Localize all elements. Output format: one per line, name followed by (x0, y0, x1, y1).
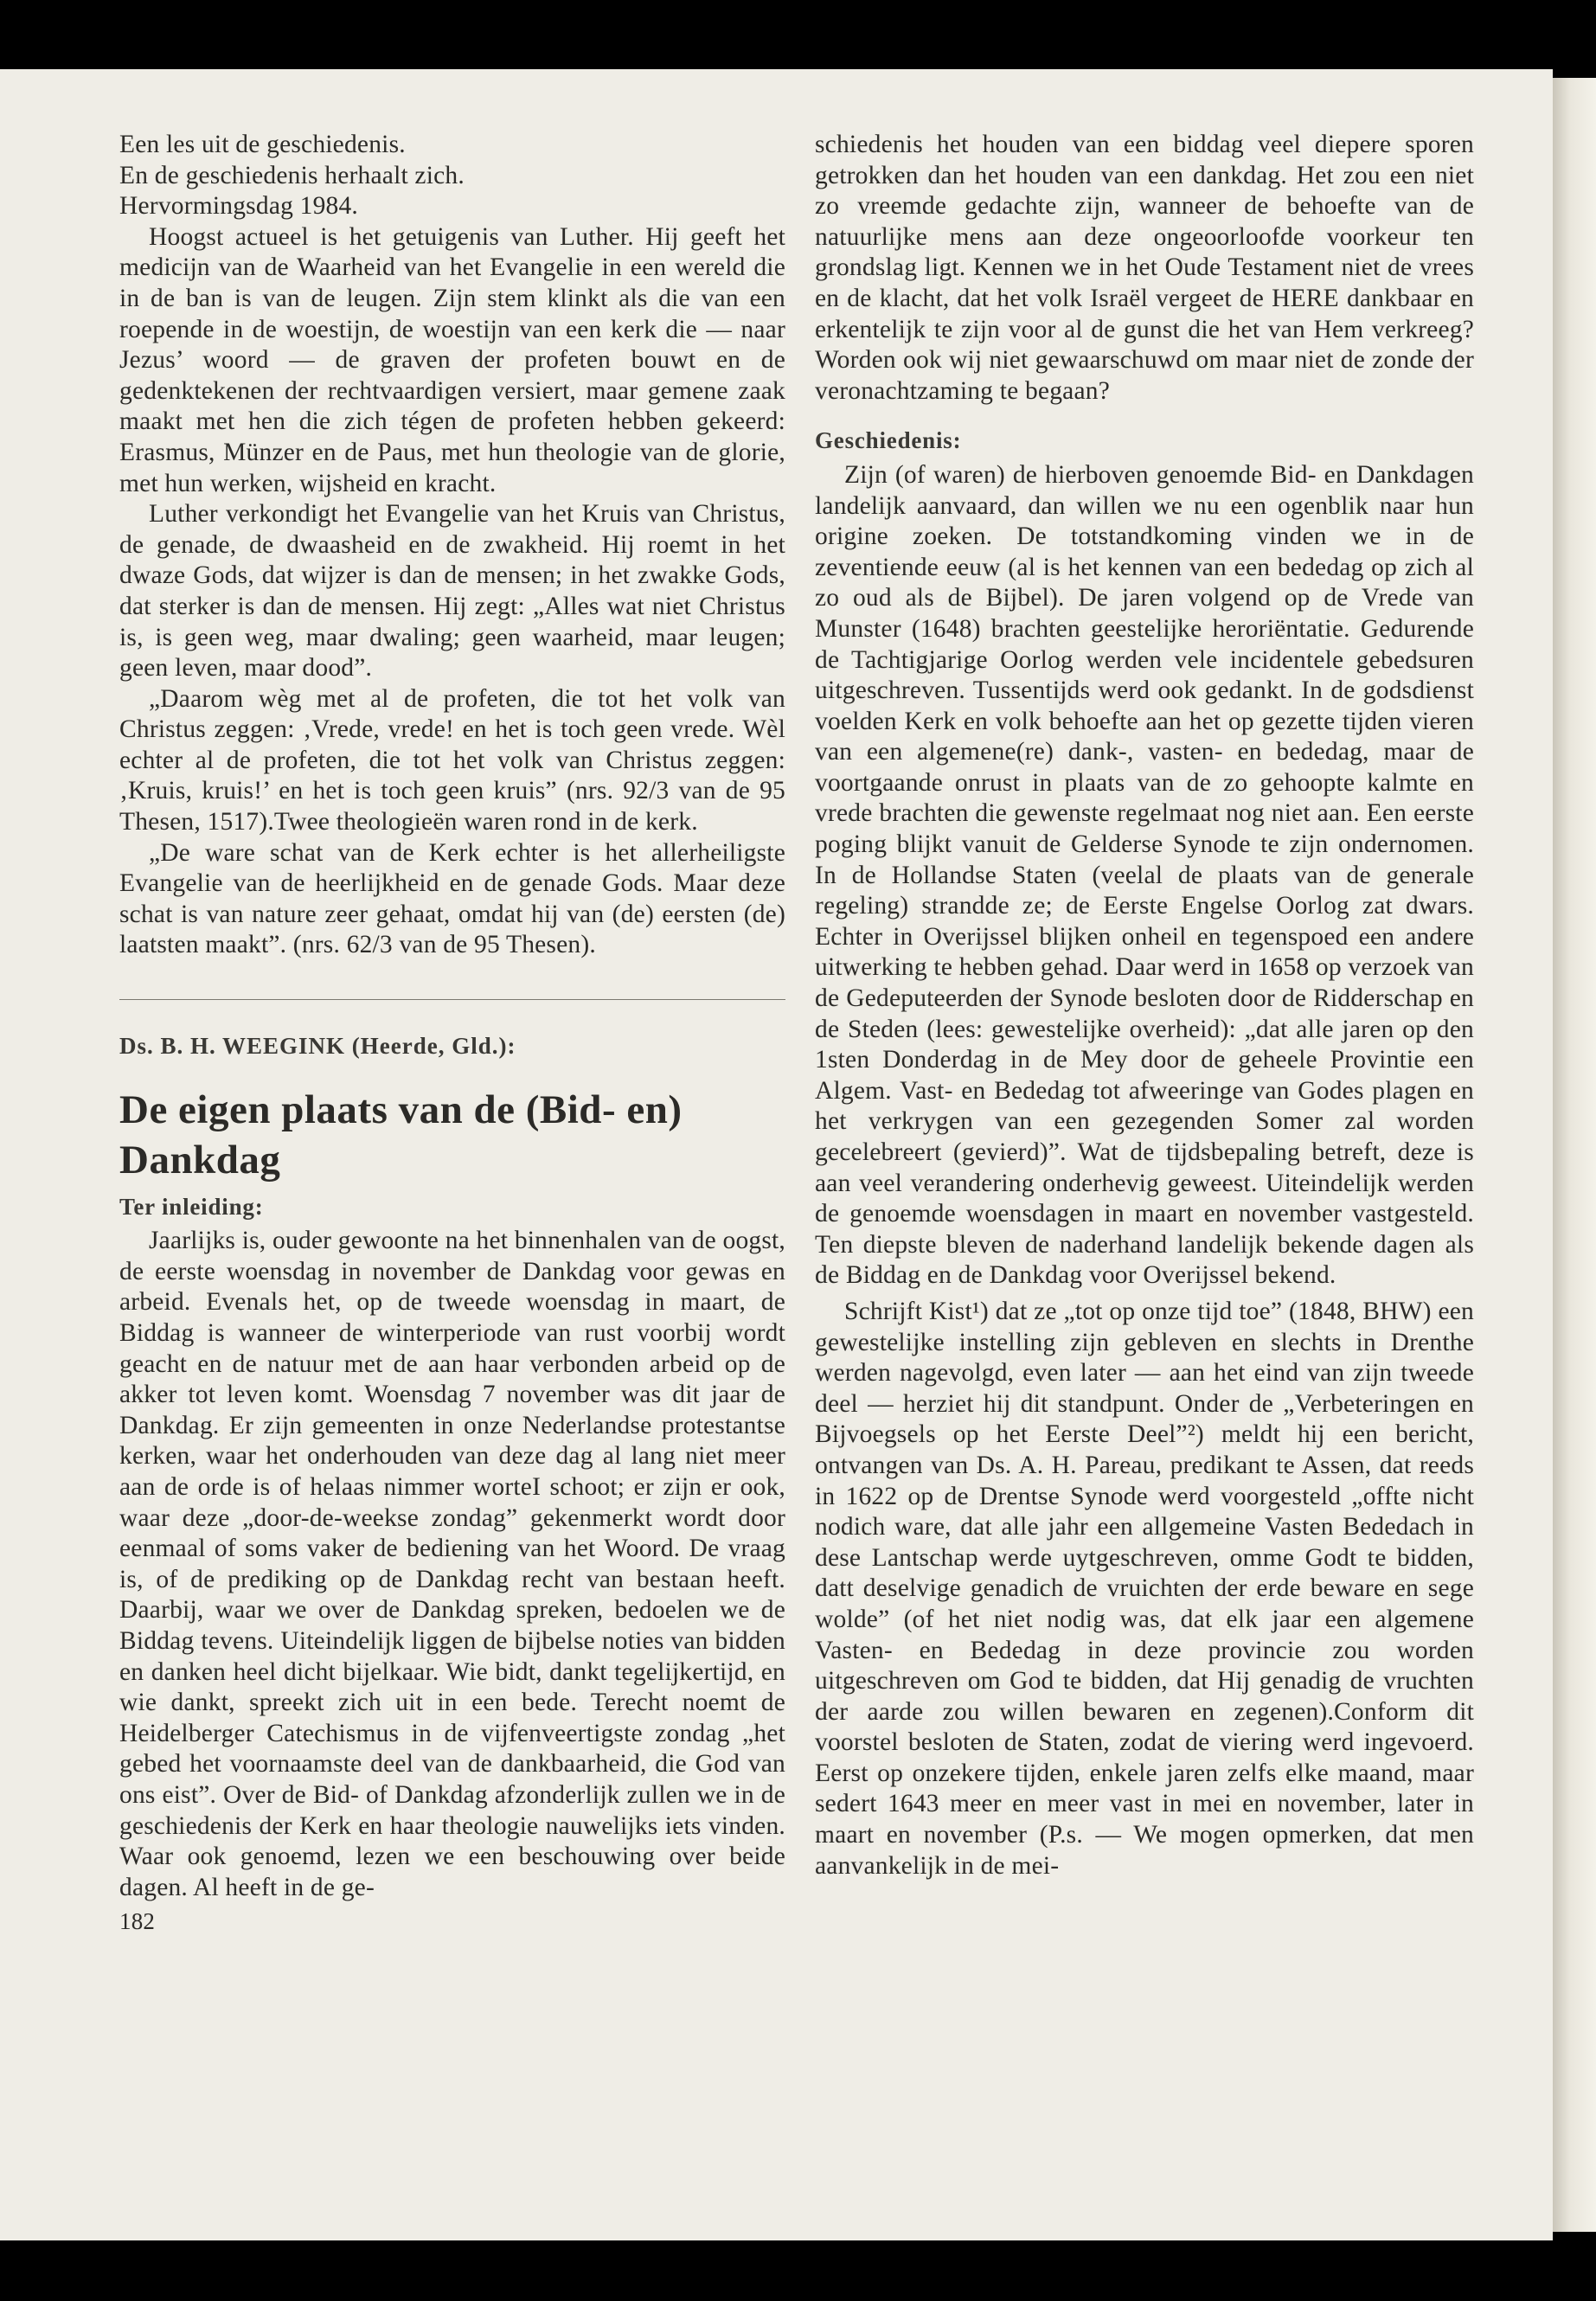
paragraph: Jaarlijks is, ouder gewoonte na het binnenhalen van de oogst, de eerste woensdag in november de Dankdag voor gewas en arbeid. Evenals het, op de tweede woensdag in maart, de Biddag is wanneer de winterperiode van rust voorbij wordt geacht en de natuur met de aan haar verbonden arbeid op de akker tot leven komt. Woensdag 7 november was dit jaar de Dankdag. Er zijn gemeenten in onze Nederlandse protestantse kerken, waar het onderhouden van deze dag al lang niet meer aan de orde is of helaas nimmer worteI schoot; er zijn er ook, waar deze „door-de-weekse zondag” gekenmerkt wordt door eenmaal of soms vaker de bediening van het Woord. De vraag is, of de prediking op de Dankdag recht van bestaan heeft. Daarbij, waar we over de Dankdag spreken, bedoelen we de Biddag tevens. Uiteindelijk liggen de bijbelse noties van bidden en danken heel dicht bijelkaar. Wie bidt, dankt tegelijkertijd, en wie dankt, spreekt zich uit in een bede. Terecht noemt de Heidelberger Catechismus in de vijfenveertigste zondag „het gebed het voornaamste deel van de dankbaarheid, die God van ons eist”. Over de Bid- of Dankdag afzonderlijk zullen we in de geschiedenis der Kerk en haar theologie nauwelijks iets vinden. Waar ook genoemd, lezen we een beschouwing over beide dagen. Al heeft in de ge- (119, 1227, 785, 1901)
history-heading: Geschiedenis: (815, 427, 962, 454)
opening-line: Een les uit de geschiedenis. (119, 131, 406, 158)
paragraph: schiedenis het houden van een biddag veel diepere sporen getrokken dan het houden van een dankdag. Het zou een niet zo vreemde gedachte zijn, wanneer de behoefte van de natuurlijke mens aan deze ongeoorloofde voorkeur ten grondslag ligt. Kennen we in het Oude Testament niet de vrees en de klacht, dat het volk Israël vergeet de HERE dankbaar en erkentelijk te zijn voor al de gunst die het van Hem verkreeg? Worden ook wij niet gewaarschuwd om maar niet de zonde der veronachtzaming te begaan? (815, 131, 1474, 405)
intro-heading: Ter inleiding: (119, 1193, 264, 1220)
author-byline: Ds. B. H. WEEGINK (Heerde, Gld.): (119, 1033, 516, 1060)
paragraph: Schrijft Kist¹) dat ze „tot op onze tijd toe” (1848, BHW) een gewestelijke instelling zijn gebleven en slechts in Drenthe werden nagevolgd, even later — aan het eind van zijn tweede deel — herziet hij dit standpunt. Onder de „Verbeteringen en Bijvoegsels op het Eerste Deel”²) meldt hij een bericht, ontvangen van Ds. A. H. Pareau, predikant te Assen, dat reeds in 1622 op de Drentse Synode werd voorgesteld „offte nicht nodich ware, dat alle jahr een allgemeine Vasten Bededach in dese Lantschap werde uytgeschreven, omme Godt te bidden, datt deselvige genadich de vruichten der erde beware en sege wolde” (of het niet nodig was, dat elk jaar een algemene Vasten- en Bededag in deze provincie zou worden uitgeschreven om God te bidden, dat Hij genadig de vruchten der aarde zou willen bewaren en zegenen).Conform dit voorstel besloten de Staten, zodat de viering werd ingevoerd. Eerst op onzekere tijden, enkele jaren zelfs elke maand, maar sedert 1643 meer en meer vast in mei en november, later in maart en november (P.s. — We mogen opmerken, dat men aanvankelijk in de mei- (815, 1297, 1474, 1880)
paragraph: „De ware schat van de Kerk echter is het allerheiligste Evangelie van de heerlijkheid en de genade Gods. Maar deze schat is van nature zeer gehaat, omdat hij van (de) eersten (de) laatsten maakt”. (nrs. 62/3 van de 95 Thesen). (119, 838, 785, 959)
page-edge (1553, 78, 1596, 2232)
paragraph: Hoogst actueel is het getuigenis van Luther. Hij geeft het medicijn van de Waarheid van het Evangelie in een wereld die in de ban is van de leugen. Zijn stem klinkt als die van een roepende in de woestijn, de woestijn van een kerk die — naar Jezus’ woord — de graven der profeten bouwt en de gedenktekenen der rechtvaardigen versiert, maar gemene zaak maakt met hen die zich tégen de profeten hebben gekeerd: Erasmus, Münzer en de Paus, met hun theologie van de glorie, met hun werken, wijsheid en kracht. (119, 222, 785, 497)
paragraph: „Daarom wèg met al de profeten, die tot het volk van Christus zeggen: ‚Vrede, vrede! en het is toch geen vrede. Wèl echter al de profeten, die tot het volk van Christus zeggen: ‚Kruis, kruis!’ en het is toch geen kruis” (nrs. 92/3 van de 95 Thesen, 1517).Twee theologieën waren rond in de kerk. (119, 684, 785, 836)
opening-line: En de geschiedenis herhaalt zich. (119, 161, 465, 189)
page-number: 182 (119, 1908, 156, 1935)
section-divider (119, 999, 785, 1000)
opening-line: Hervormingsdag 1984. (119, 192, 359, 221)
left-column (119, 130, 785, 1938)
paragraph: Luther verkondigt het Evangelie van het Kruis van Christus, de genade, de dwaasheid en de zwakheid. Hij roemt in het dwaze Gods, dat wijzer is dan de mensen; in het zwakke Gods, dat sterker is dan de mensen. Hij zegt: „Alles wat niet Christus is, is geen weg, maar dwaling; geen waarheid, maar leugen; geen leven, maar dood”. (119, 500, 785, 683)
article-title: De eigen plaats van de (Bid- en) Dankdag (119, 1086, 683, 1183)
paragraph: Zijn (of waren) de hierboven genoemde Bid- en Dankdagen landelijk aanvaard, dan willen we nu een ogenblik naar hun origine zoeken. De totstandkoming vinden we in de zeventiende eeuw (al is het kennen van een bededag op zich al zo oud als de Bijbel). De jaren volgend op de Vrede van Munster (1648) brachten geestelijke heroriëntatie. Gedurende de Tachtigjarige Oorlog werden vele incidentele gebedsuren uitgeschreven. Tussentijds werd ook gedankt. In de godsdienst voelden Kerk en volk behoefte aan het op gezette tijden vieren van een algemene(re) dank-, vasten- en bededag, maar de voortgaande onrust in plaats van de zo gehoopte kalmte en vrede brachten die gewenste regelmaat nog niet aan. Een eerste poging blijkt vanuit de Gelderse Synode te zijn ondernomen. In de Hollandse Staten (veelal de plaats van de generale regeling) strandde ze; de Eerste Engelse Oorlog zat dwars. Echter in Overijssel blijken onheil en tegenspoed een andere uitwerking te hebben gehad. Daar werd in 1658 op verzoek van de Gedeputeerden der Synode besloten door de Ridderschap en de Steden (lees: gewestelijke overheid): „dat alle jaren op den 1sten Donderdag in de Mey door de geheele Provintie een Algem. Vast- en Bededag tot afweeringe van Godes plagen en het verkrygen van een gezegenden Somer zal worden gecelebreert (gevierd)”. Wat de tijdsbepaling betreft, deze is aan veel verandering onderhevig geweest. Uiteindelijk werden de genoemde woensdagen in maart en november vastgesteld. Ten diepste bleven de naderhand landelijk bekende dagen als de Biddag en de Dankdag voor Overijssel bekend. (815, 460, 1474, 1290)
right-column (815, 130, 1474, 1881)
